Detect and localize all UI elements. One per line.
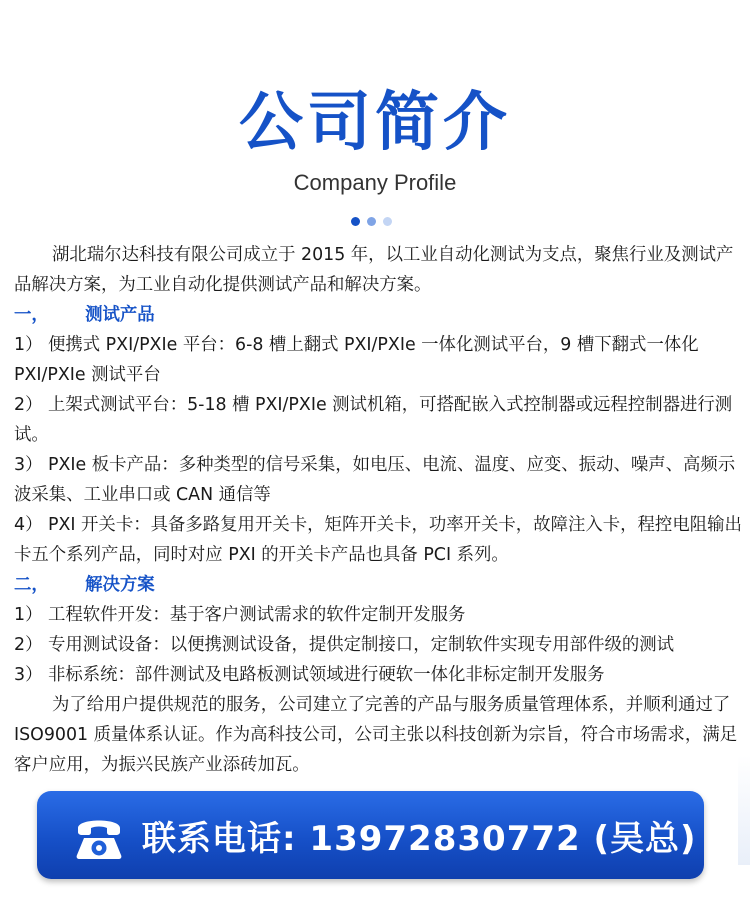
page-subtitle: Company Profile	[293, 170, 457, 195]
list-item: 2） 上架式测试平台：5-18 槽 PXI/PXIe 测试机箱，可搭配嵌入式控制器或远程控制器进行测试。	[14, 395, 733, 445]
decorative-side-bar	[738, 755, 750, 865]
dot	[383, 217, 392, 226]
telephone-icon	[70, 806, 128, 864]
contact-banner[interactable]	[37, 791, 704, 879]
pagination-dots	[351, 216, 392, 226]
section-heading-products: 一， 测试产品	[14, 305, 155, 325]
profile-body	[14, 240, 750, 780]
closing-paragraph: 为了给用户提供规范的服务，公司建立了完善的产品与服务质量管理体系，并顺利通过了 ISO9001 质量体系认证。作为高科技公司，公司主张以科技创新为宗旨，符合市场需求，满足客户应用，为振兴民族产业添砖加瓦。	[14, 695, 738, 775]
list-item: 1） 便携式 PXI/PXIe 平台：6-8 槽上翻式 PXI/PXIe 一体化测试平台，9 槽下翻式一体化 PXI/PXIe 测试平台	[14, 335, 699, 385]
list-item: 3） 非标系统：部件测试及电路板测试领域进行硬软一体化非标定制开发服务	[14, 665, 605, 685]
page-title: 公司简介	[239, 86, 511, 160]
list-item: 2） 专用测试设备：以便携测试设备，提供定制接口，定制软件实现专用部件级的测试	[14, 635, 675, 655]
list-item: 3） PXIe 板卡产品：多种类型的信号采集，如电压、电流、温度、应变、振动、噪声、高频示波采集、工业串口或 CAN 通信等	[14, 455, 736, 505]
dot	[367, 217, 376, 226]
list-item: 1） 工程软件开发：基于客户测试需求的软件定制开发服务	[14, 605, 466, 625]
list-item: 4） PXI 开关卡：具备多路复用开关卡，矩阵开关卡，功率开关卡，故障注入卡，程控电阻输出卡五个系列产品，同时对应 PXI 的开关卡产品也具备 PCI 系列。	[14, 515, 742, 565]
dot-active	[351, 217, 360, 226]
contact-phone: 联系电话: 13972830772 (吴总)	[142, 818, 697, 859]
section-heading-solutions: 二， 解决方案	[14, 575, 155, 595]
intro-paragraph: 湖北瑞尔达科技有限公司成立于 2015 年，以工业自动化测试为支点，聚焦行业及测试产品解决方案，为工业自动化提供测试产品和解决方案。	[14, 245, 734, 295]
